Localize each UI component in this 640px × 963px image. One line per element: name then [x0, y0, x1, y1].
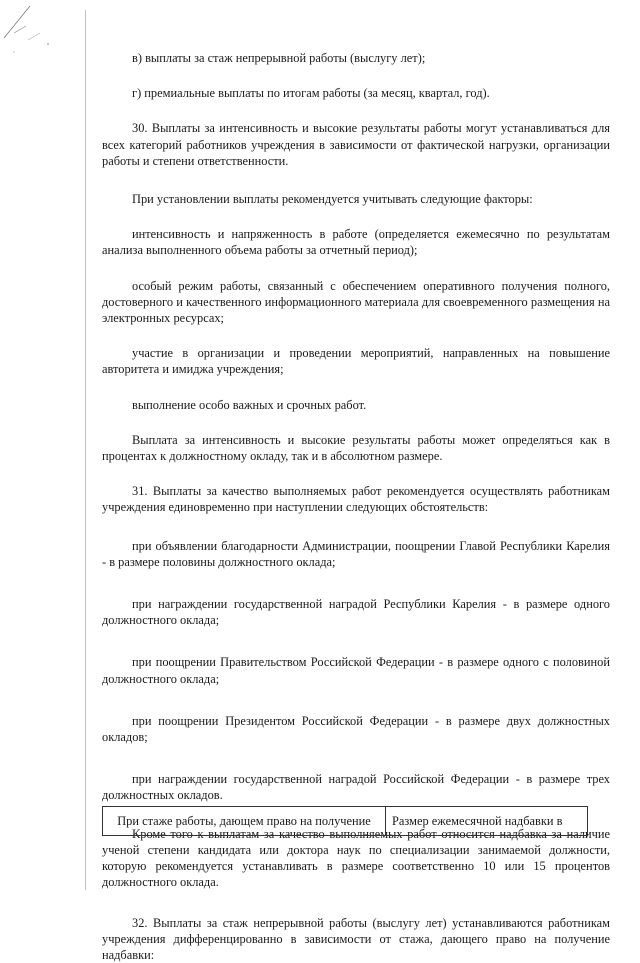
paragraph-award-state-rf: при награждении государственной наградой Российской Федерации - в размере трех должностных окладов.: [102, 771, 610, 803]
paragraph-award-government: при поощрении Правительством Российской Федерации - в размере одного с половиной должностного оклада;: [102, 654, 610, 686]
table-header-cell-experience: При стаже работы, дающем право на получение: [103, 807, 386, 836]
seniority-table: [102, 806, 588, 836]
paragraph-clause-32: 32. Выплаты за стаж непрерывной работы (выслугу лет) устанавливаются работникам учреждения дифференцированно в зависимости от стажа, дающего право на получение надбавки:: [102, 915, 610, 963]
paragraph-item-g: г) премиальные выплаты по итогам работы (за месяц, квартал, год).: [102, 85, 610, 101]
paragraph-clause-30: 30. Выплаты за интенсивность и высокие результаты работы могут устанавливаться для всех категорий работников учреждения в зависимости от фактической нагрузки, организации работы и степени ответственности.: [102, 120, 610, 169]
paragraph-factor-urgent-work: выполнение особо важных и срочных работ.: [102, 397, 610, 413]
paragraph-factor-intensity: интенсивность и напряженность в работе (определяется ежемесячно по результатам анализа выполненного объема работы за отчетный период);: [102, 226, 610, 258]
paragraph-award-administration: при объявлении благодарности Администрации, поощрении Главой Республики Карелия - в размере половины должностного оклада;: [102, 538, 610, 570]
page-margin-line: [85, 10, 86, 890]
paragraph-payment-form: Выплата за интенсивность и высокие результаты работы может определяться как в процентах к должностному окладу, так и в абсолютном размере.: [102, 432, 610, 464]
paragraph-award-karelia: при награждении государственной наградой Республики Карелия - в размере одного должностного оклада;: [102, 596, 610, 628]
paragraph-academic-degree: Кроме того к выплатам за качество выполняемых работ относится надбавка за наличие ученой степени кандидата или доктора наук по специализации занимаемой должности, которую рекомендуется устанавливать в размере соответственно 10 или 15 процентов должностного оклада.: [102, 826, 610, 891]
table-header-row: [103, 807, 588, 836]
corner-pen-mark: [0, 0, 60, 60]
paragraph-factor-special-mode: особый режим работы, связанный с обеспечением оперативного получения полного, достоверного и качественного информационного материала для своевременного размещения на электронных ресурсах;: [102, 278, 610, 327]
paragraph-factor-events: участие в организации и проведении мероприятий, направленных на повышение авторитета и имиджа учреждения;: [102, 345, 610, 377]
paragraph-item-v: в) выплаты за стаж непрерывной работы (выслугу лет);: [102, 50, 610, 66]
paragraph-award-president: при поощрении Президентом Российской Федерации - в размере двух должностных окладов;: [102, 713, 610, 745]
table-header-cell-allowance: Размер ежемесячной надбавки в: [386, 807, 588, 836]
paragraph-factors-intro: При установлении выплаты рекомендуется учитывать следующие факторы:: [102, 191, 610, 207]
paragraph-clause-31: 31. Выплаты за качество выполняемых работ рекомендуется осуществлять работникам учреждения единовременно при наступлении следующих обстоятельств:: [102, 483, 610, 515]
